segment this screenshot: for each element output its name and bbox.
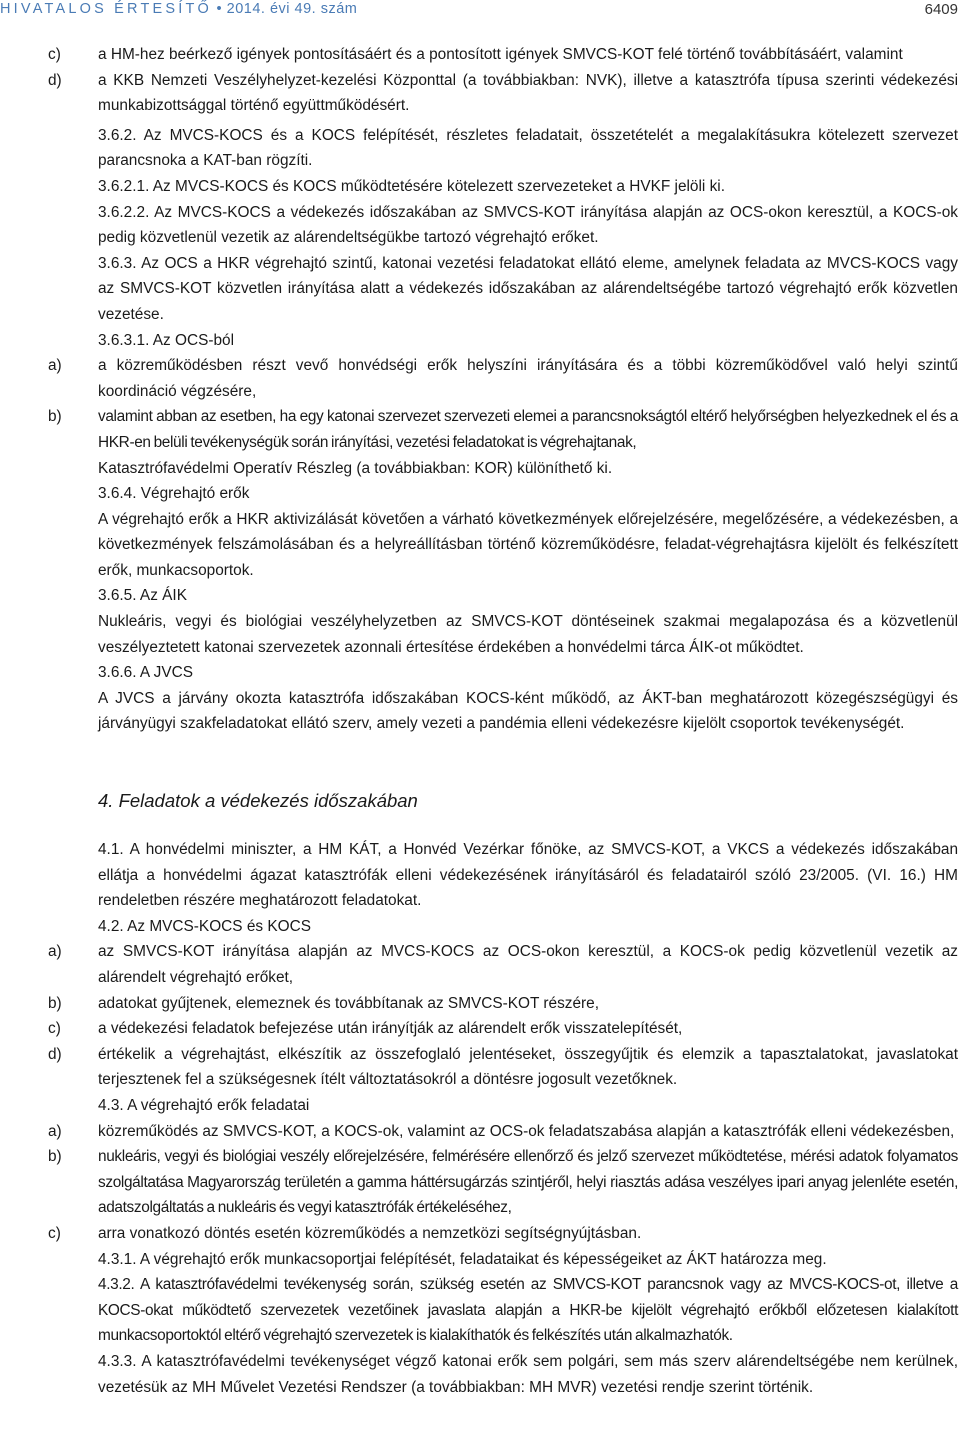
- paragraph: 4.3.2. A katasztrófavédelmi tevékenység során, szükség esetén az SMVCS-KOT parancsnok vagy az MVCS-KOCS-ot, illetve a KOCS-okat működtető szervezetek vezetőinek javaslata alapján a HKR-be kijelölt végrehajtó erőkből előzetesen kialakított munkacsoportoktól eltérő végrehajtó szervezetek is kialakíthatók és felkészítés után alkalmazhatók.: [98, 1276, 958, 1345]
- list-label: b): [48, 408, 62, 426]
- list-label: d): [48, 1045, 62, 1063]
- list-label: a): [48, 357, 62, 375]
- paragraph: 3.6.2.2. Az MVCS-KOCS a védekezés időszakában az SMVCS-KOT irányítása alapján az OCS-okon keresztül, a KOCS-ok pedig közvetlenül vezetik az alárendeltségükbe tartozó végrehajtó erőket.: [98, 203, 958, 247]
- list-text: értékelik a végrehajtást, elkészítik az összefoglaló jelentéseket, összegyűjtik és elemzik a tapasztalatokat, javaslatokat terjesztenek fel a szükségesnek ítélt változtatásokról a döntésre jogosult vezetőknek.: [98, 1045, 958, 1089]
- paragraph: A JVCS a járvány okozta katasztrófa időszakában KOCS-ként működő, az ÁKT-ban meghatározott közegészségügyi és járványügyi szakfeladatokat ellátó szerv, amely vezeti a pandémia elleni védekezésre kijelölt csoportok tevékenységét.: [98, 689, 958, 733]
- list-item: [48, 1016, 958, 1042]
- list-item: [48, 353, 958, 404]
- section-heading: 4. Feladatok a védekezés időszakában: [98, 790, 418, 812]
- list-label: b): [48, 1148, 62, 1166]
- page-header: [0, 0, 960, 22]
- paragraph: 4.1. A honvédelmi miniszter, a HM KÁT, a Honvéd Vezérkar főnöke, az SMVCS-KOT, a VKCS a védekezés időszakában ellátja a honvédelmi ágazat katasztrófák elleni védekezésének irányításáról és feladatairól szóló 23/2005. (VI. 16.) HM rendeletben részére meghatározott feladatokat.: [98, 841, 958, 910]
- list-label: c): [48, 1224, 61, 1242]
- list-text: a védekezési feladatok befejezése után irányítják az alárendelt erők visszatelepítését,: [98, 1020, 683, 1038]
- journal-title: [0, 1, 357, 17]
- list-label: b): [48, 994, 62, 1012]
- list-text: a HM-hez beérkező igények pontosításáért és a pontosított igények SMVCS-KOT felé történő továbbításáért, valamint: [98, 46, 903, 63]
- list-item: [48, 1042, 958, 1093]
- list-text: közreműködés az SMVCS-KOT, a KOCS-ok, valamint az OCS-ok feladatszabása alapján a katasztrófák elleni védekezésben,: [98, 1122, 955, 1140]
- list-text: valamint abban az esetben, ha egy katonai szervezet szervezeti elemei a parancsnokságtól eltérő helyőrségben helyezkednek el és a HKR-en belüli tevékenységük során irányítási, vezetési feladatokat is végrehajtanak,: [98, 408, 958, 451]
- paragraph: Katasztrófavédelmi Operatív Részleg (a továbbiakban: KOR) különíthető ki.: [98, 459, 613, 477]
- list-text: az SMVCS-KOT irányítása alapján az MVCS-KOCS az OCS-okon keresztül, a KOCS-ok pedig közvetlenül vezetik az alárendelt végrehajtó erőket,: [98, 943, 958, 986]
- paragraph: 3.6.2. Az MVCS-KOCS és a KOCS felépítését, részletes feladatait, összetételét a megalakításukra kötelezett szervezet parancsnoka a KAT-ban rögzíti.: [98, 126, 958, 170]
- list-text: a közreműködésben részt vevő honvédségi erők helyszíni irányítására és a többi közreműködővel való helyi szintű koordináció végzésére,: [98, 357, 958, 400]
- list-item: [48, 1221, 958, 1247]
- issue-info: • 2014. évi 49. szám: [212, 1, 358, 17]
- paragraph: 3.6.3. Az OCS a HKR végrehajtó szintű, katonai vezetési feladatokat ellátó eleme, amelynek feladata az MVCS-KOCS vagy az SMVCS-KOT közvetlen irányítása alatt a védekezés időszakában az alárendeltségébe tartozó végrehajtó erők közvetlen vezetése.: [98, 254, 958, 323]
- list-label: d): [48, 71, 62, 89]
- list-item: [48, 1119, 958, 1145]
- list-label: a): [48, 1122, 62, 1140]
- list-item: [48, 1144, 958, 1221]
- subsection-title: 4.2. Az MVCS-KOCS és KOCS: [98, 917, 311, 935]
- list-label: c): [48, 46, 61, 63]
- subsection-title: 4.3. A végrehajtó erők feladatai: [98, 1096, 310, 1114]
- list-item: [48, 404, 958, 455]
- paragraph: A végrehajtó erők a HKR aktivizálását követően a várható következmények előrejelzésére, megelőzésére, a védekezésben, a következmények felszámolásában és a helyreállításban történő közreműködésre, feladat-végrehajtásra kijelölt és felkészített erők, munkacsoportok.: [98, 510, 958, 579]
- paragraph: 3.6.3.1. Az OCS-ból: [98, 331, 235, 349]
- paragraph: 3.6.2.1. Az MVCS-KOCS és KOCS működtetésére kötelezett szervezeteket a HVKF jelöli ki.: [98, 177, 725, 195]
- list-item: [48, 42, 958, 68]
- subsection-title: 3.6.4. Végrehajtó erők: [98, 485, 250, 503]
- list-text: nukleáris, vegyi és biológiai veszély előrejelzésére, felmérésére ellenőrző és jelző szervezet működtetése, mérési adatok folyamatos szolgáltatása Magyarország területén a gamma háttérsugárzás szintjéről, helyi riasztás adása veszélyes ipari anyag jelenléte esetén, adatszolgáltatás a nukleáris és vegyi katasztrófák értékeléséhez,: [98, 1148, 958, 1217]
- paragraph: 4.3.3. A katasztrófavédelmi tevékenységet végző katonai erők sem polgári, sem más szerv alárendeltségébe nem kerülnek, vezetésük az MH Művelet Vezetési Rendszer (a továbbiakban: MH MVR) vezetési rendje szerint történik.: [98, 1352, 958, 1396]
- list-label: a): [48, 943, 62, 961]
- list-text: adatokat gyűjtenek, elemeznek és továbbítanak az SMVCS-KOT részére,: [98, 994, 600, 1012]
- list-item: [48, 939, 958, 990]
- subsection-title: 3.6.5. Az ÁIK: [98, 587, 187, 605]
- list-text: a KKB Nemzeti Veszélyhelyzet-kezelési Központtal (a továbbiakban: NVK), illetve a katasztrófa típusa szerinti védekezési munkabizottsággal történő együttműködésért.: [98, 71, 958, 115]
- journal-name: HIVATALOS ÉRTESÍTŐ: [0, 1, 213, 17]
- list-text: arra vonatkozó döntés esetén közreműködés a nemzetközi segítségnyújtásban.: [98, 1224, 642, 1242]
- list-item: [48, 991, 958, 1017]
- list-label: c): [48, 1020, 61, 1038]
- subsection-title: 3.6.6. A JVCS: [98, 664, 193, 682]
- paragraph: 4.3.1. A végrehajtó erők munkacsoportjai felépítését, feladataikat és képességeiket az ÁKT határozza meg.: [98, 1250, 827, 1268]
- list-item: [48, 68, 958, 119]
- document-body: [48, 42, 958, 1400]
- page-number: 6409: [924, 1, 958, 18]
- paragraph: Nukleáris, vegyi és biológiai veszélyhelyzetben az SMVCS-KOT döntéseinek szakmai megalapozása és a közvetlenül veszélyeztetett katonai szervezetek azonnali értesítése érdekében a honvédelmi tárca ÁIK-ot működtet.: [98, 613, 958, 656]
